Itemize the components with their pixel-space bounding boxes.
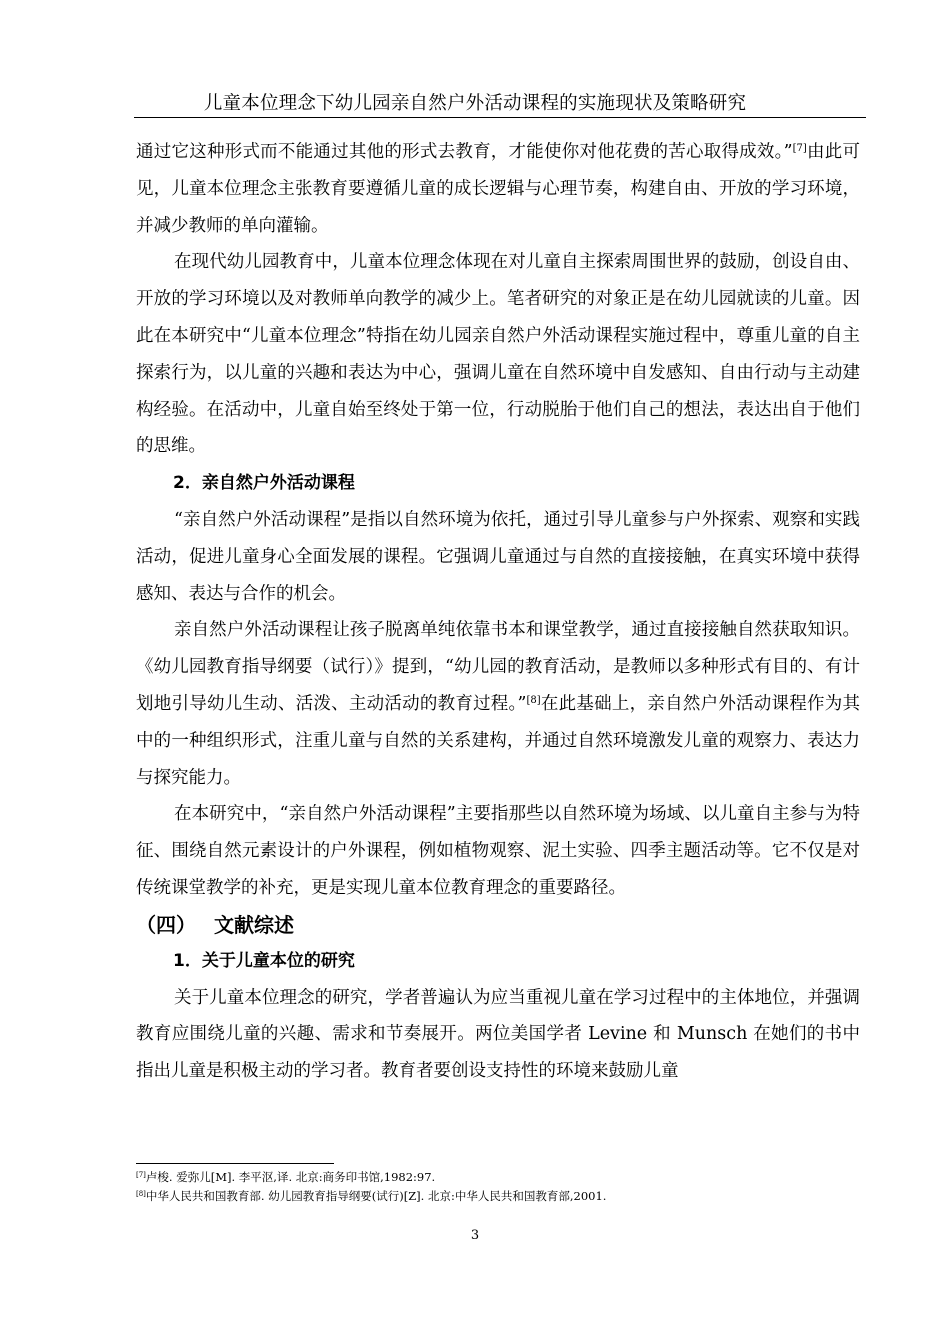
footnote-mark-8: [8] xyxy=(136,1190,146,1198)
footnote-separator xyxy=(136,1163,334,1164)
paragraph-1-text-a: 通过它这种形式而不能通过其他的形式去教育，才能使你对他花费的苦心取得成效。” xyxy=(136,142,793,162)
paragraph-6: 关于儿童本位理念的研究，学者普遍认为应当重视儿童在学习过程中的主体地位，并强调教育应围绕儿童的兴趣、需求和节奏展开。两位美国学者 Levine 和 Munsch 在她们的书中指出儿童是积极主动的学习者。教育者要创设支持性的环境来鼓励儿童 xyxy=(136,987,860,1082)
footnotes xyxy=(136,1168,860,1206)
paragraph-3: “亲自然户外活动课程”是指以自然环境为依托，通过引导儿童参与户外探索、观察和实践活动，促进儿童身心全面发展的课程。它强调儿童通过与自然的直接接触，在真实环境中获得感知、表达与合作的机会。 xyxy=(136,509,860,604)
paragraph-4-text-b: 在此基础上，亲自然户外活动课程作为其中的一种组织形式，注重儿童与自然的关系建构，并通过自然环境激发儿童的观察力、表达力与探究能力。 xyxy=(136,693,861,788)
paragraph-2: 在现代幼儿园教育中，儿童本位理念体现在对儿童自主探索周围世界的鼓励，创设自由、开放的学习环境以及对教师单向教学的减少上。笔者研究的对象正是在幼儿园就读的儿童。因此在本研究中“儿童本位理念”特指在幼儿园亲自然户外活动课程实施过程中，尊重儿童的自主探索行为，以儿童的兴趣和表达为中心，强调儿童在自然环境中自发感知、自由行动与主动建构经验。在活动中，儿童自始至终处于第一位，行动脱胎于他们自己的想法，表达出自于他们的思维。 xyxy=(136,252,860,457)
header-rule xyxy=(134,117,866,118)
page-number: 3 xyxy=(470,1228,480,1243)
footnote-ref-8[interactable]: [8] xyxy=(526,694,541,706)
footnote-mark-7: [7] xyxy=(136,1171,146,1179)
paragraph-4-text-a: 亲自然户外活动课程让孩子脱离单纯依靠书本和课堂教学，通过直接接触自然获取知识。《幼儿园教育指导纲要（试行）》提到，“幼儿园的教育活动，是教师以多种形式有目的、有计划地引导幼儿生动、活泼、主动活动的教育过程。” xyxy=(136,620,860,714)
footnote-text-7: 卢梭. 爱弥儿[M]. 李平沤,译. 北京:商务印书馆,1982:97. xyxy=(145,1170,436,1184)
paragraph-5: 在本研究中，“亲自然户外活动课程”主要指那些以自然环境为场域、以儿童自主参与为特征、围绕自然元素设计的户外课程，例如植物观察、泥土实验、四季主题活动等。它不仅是对传统课堂教学的补充，更是实现儿童本位教育理念的重要路径。 xyxy=(136,804,860,898)
subsection-heading-2: 2．亲自然户外活动课程 xyxy=(173,473,355,494)
section-number: （四） xyxy=(136,912,196,937)
section-heading-4 xyxy=(136,907,860,943)
body-text xyxy=(136,134,860,1090)
footnote-text-8: 中华人民共和国教育部. 幼儿园教育指导纲要(试行)[Z]. 北京:中华人民共和国教育部,2001. xyxy=(145,1189,607,1203)
running-header: 儿童本位理念下幼儿园亲自然户外活动课程的实施现状及策略研究 xyxy=(203,93,747,114)
paragraph-4 xyxy=(136,612,860,796)
footnote-ref-7[interactable]: [7] xyxy=(792,143,807,154)
paragraph-1 xyxy=(136,134,860,244)
footnote-7 xyxy=(136,1168,860,1187)
paragraph-1-text-b: 由此可见，儿童本位理念主张教育要遵循儿童的成长逻辑与心理节奏，构建自由、开放的学习环境，并减少教师的单向灌输。 xyxy=(136,142,861,236)
subsection-heading-1: 1．关于儿童本位的研究 xyxy=(173,950,355,971)
section-title: 文献综述 xyxy=(214,912,294,937)
footnote-8 xyxy=(136,1187,860,1206)
